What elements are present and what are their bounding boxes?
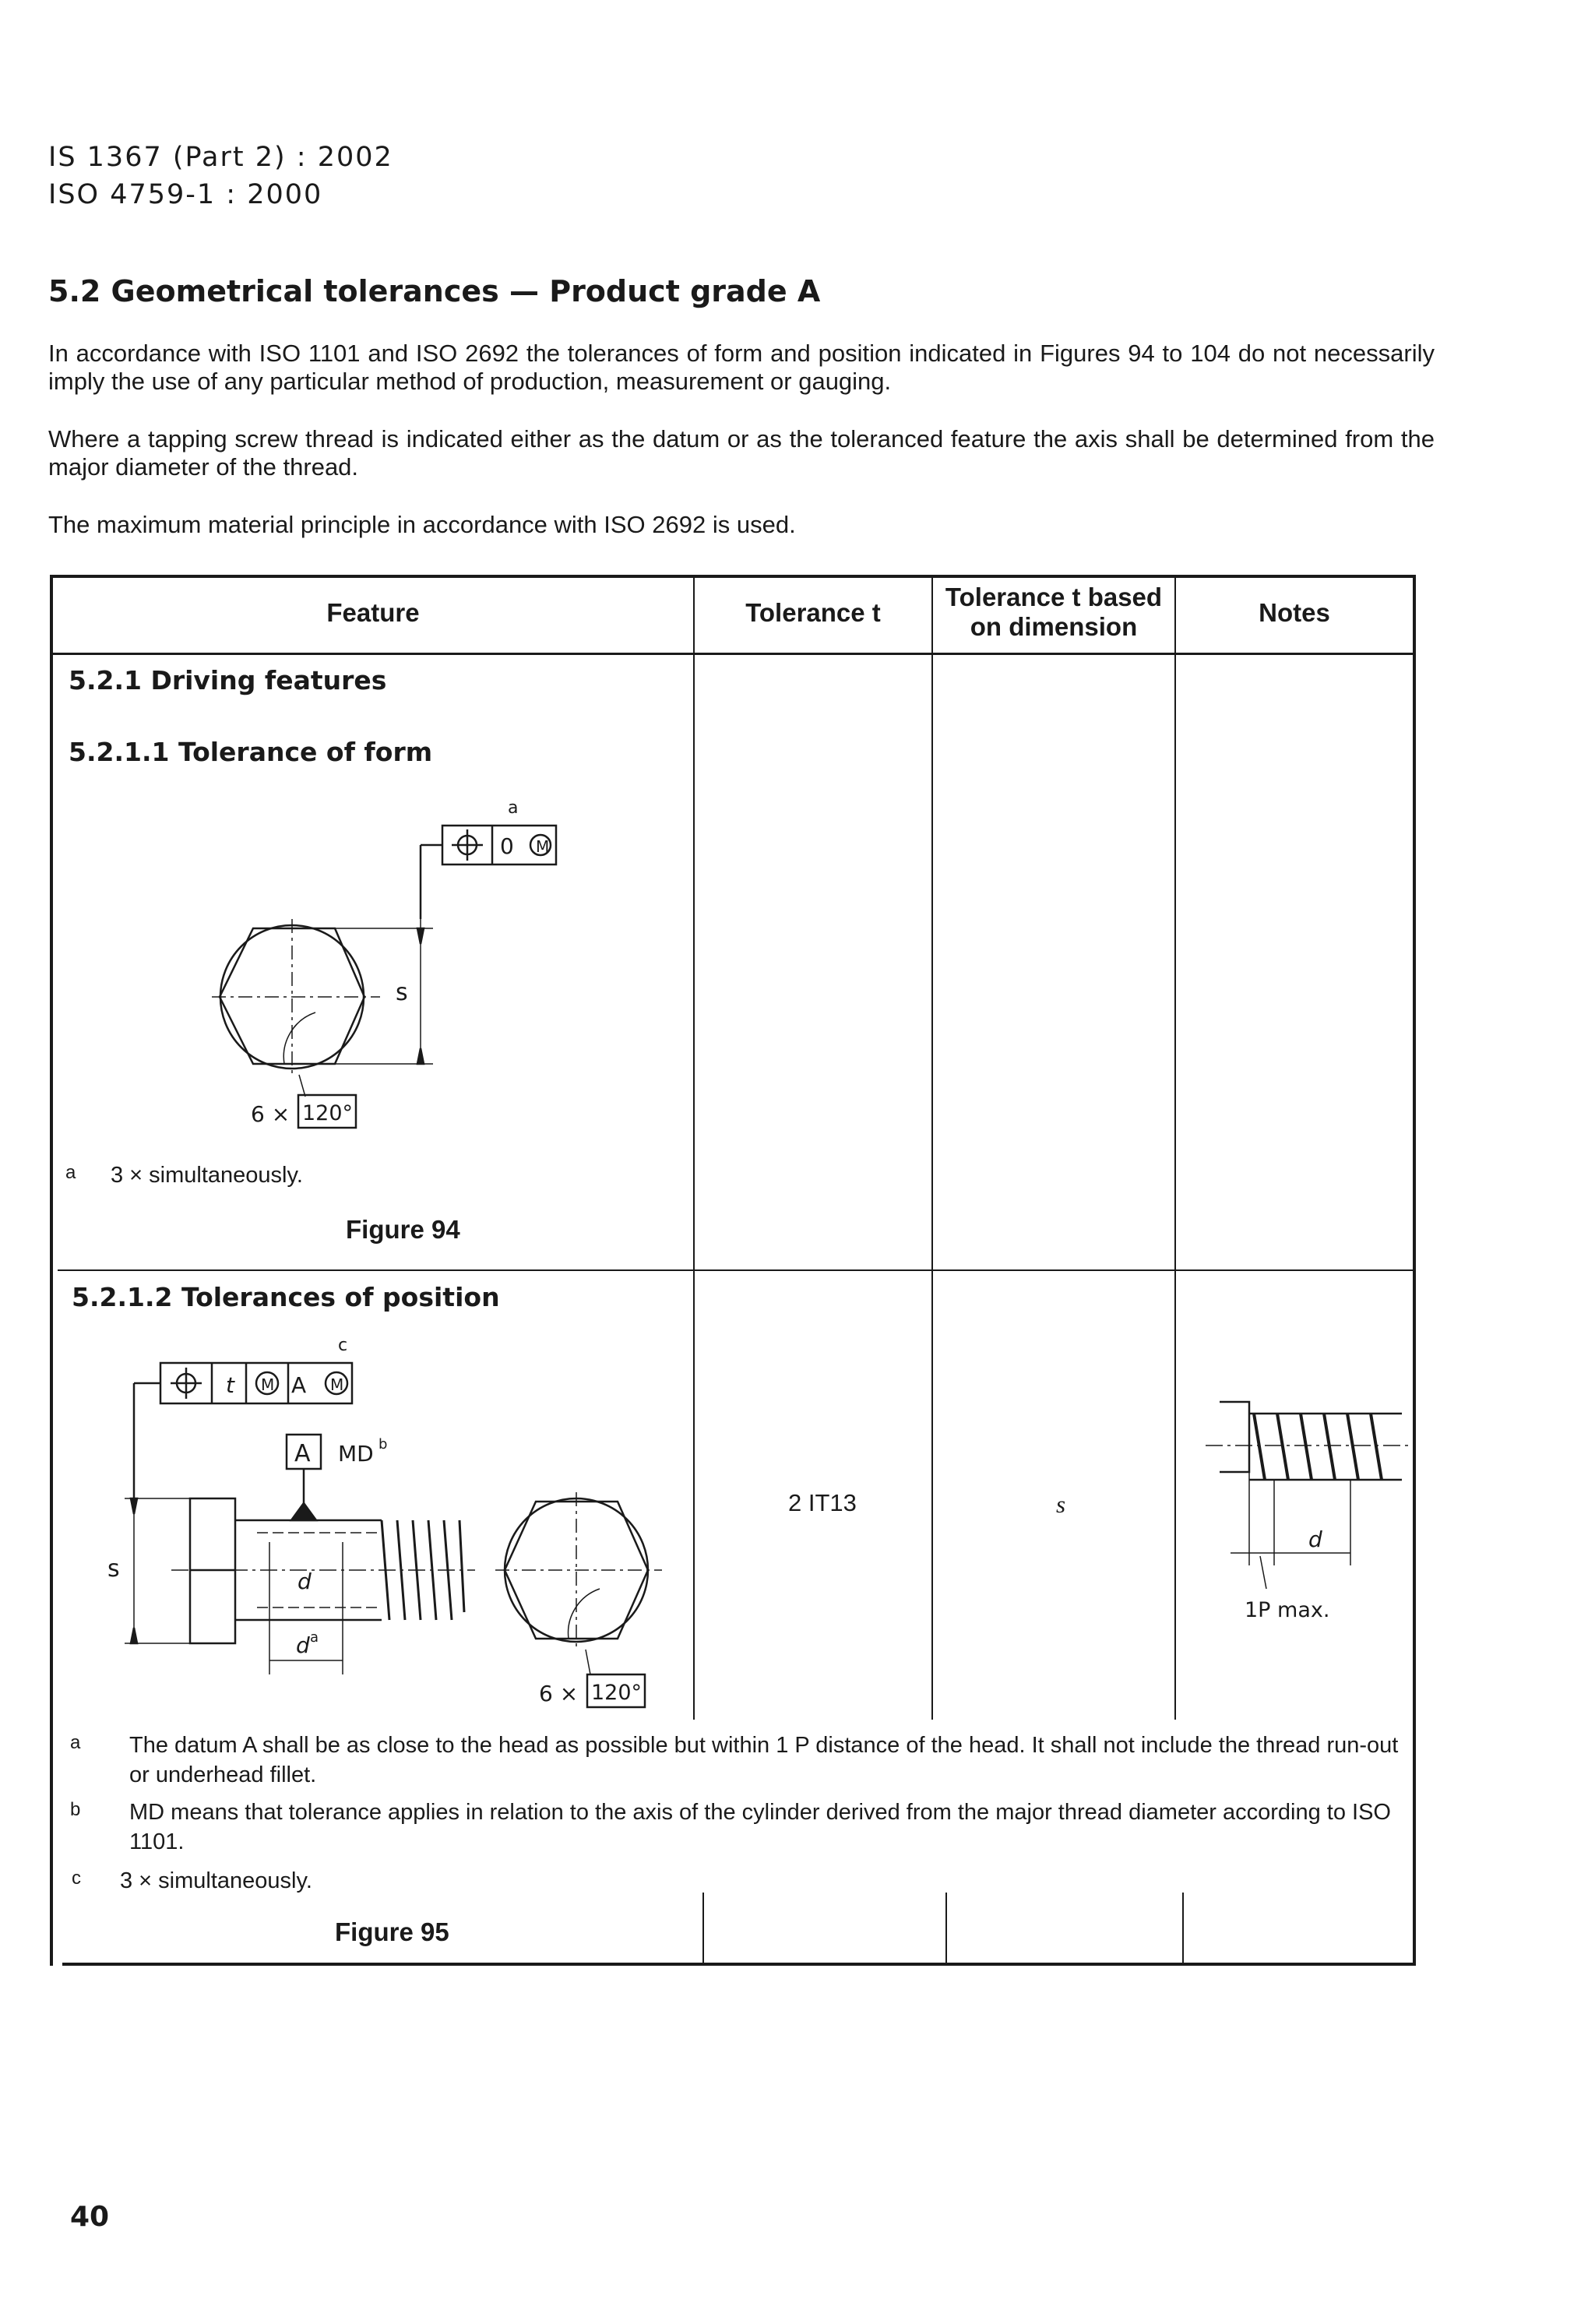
angle-count-fig95: 6 × (539, 1681, 579, 1706)
frame-value: 0 (500, 833, 514, 859)
frame-t: t (226, 1372, 234, 1398)
frame-datum: A (291, 1372, 307, 1398)
svg-text:M: M (261, 1375, 275, 1394)
standard-number: IS 1367 (Part 2) : 2002 (48, 142, 393, 173)
subsection-driving-features: 5.2.1 Driving features (69, 665, 387, 695)
header-tolerance: Tolerance t (745, 598, 881, 627)
subsection-tolerance-of-form: 5.2.1.1 Tolerance of form (69, 737, 433, 767)
notes-1p-max: 1P max. (1245, 1598, 1330, 1622)
fn95-c-text: 3 × simultaneously. (120, 1868, 312, 1893)
fn95-c-label: c (72, 1868, 81, 1889)
notes-d: d (1308, 1526, 1322, 1552)
dim-d-superscript: a (310, 1629, 319, 1646)
angle-fig94: 120° (302, 1101, 354, 1125)
fn94-a-label: a (65, 1162, 76, 1183)
datum-letter: A (294, 1440, 311, 1467)
figure-94-caption: Figure 94 (346, 1215, 460, 1244)
svg-text:M: M (330, 1375, 344, 1394)
fig94-superscript: a (508, 798, 519, 818)
angle-count-fig94: 6 × (251, 1101, 290, 1127)
header-feature: Feature (326, 598, 420, 627)
tolerance-value: 2 IT13 (788, 1489, 857, 1516)
paragraph-3: The maximum material principle in accordance with ISO 2692 is used. (48, 511, 796, 538)
iso-number: ISO 4759-1 : 2000 (48, 179, 323, 210)
md-label: MD (338, 1441, 374, 1467)
svg-text:M: M (536, 837, 550, 856)
tolerance-based-on: s (1056, 1491, 1066, 1518)
dim-s-fig94: s (396, 979, 408, 1006)
dim-d-inner: d (298, 1569, 312, 1594)
fn94-a-text: 3 × simultaneously. (111, 1163, 303, 1188)
figure-95-caption: Figure 95 (335, 1917, 449, 1946)
notes-screw-head (1220, 1402, 1249, 1472)
section-title: 5.2 Geometrical tolerances — Product grade A (48, 274, 821, 308)
paragraph-1: In accordance with ISO 1101 and ISO 2692 the tolerances of form and position indicated in Figures 94 to 104 do not necessarily imply the use of any particular method of production, measurement or gauging. (48, 340, 1435, 395)
fn95-a-text: The datum A shall be as close to the head as possible but within 1 P distance of the head. It shall not include the thread run-out or underhead fillet. (129, 1733, 1399, 1787)
subsection-tolerances-of-position: 5.2.1.2 Tolerances of position (72, 1282, 500, 1312)
dim-d-fig95: d (296, 1632, 310, 1658)
header-tolerance-based: Tolerance t based on dimension (945, 583, 1163, 641)
dim-s-fig95: s (107, 1555, 120, 1583)
angle-fig95: 120° (591, 1681, 643, 1705)
fn95-a-label: a (70, 1732, 81, 1753)
paragraph-2: Where a tapping screw thread is indicated either as the datum or as the toleranced feature the axis shall be determined from the major diameter of the thread. (48, 425, 1435, 481)
fn95-b-text: MD means that tolerance applies in relation to the axis of the cylinder derived from the major thread diameter according to ISO 1101. (129, 1800, 1391, 1854)
page-number: 40 (70, 2201, 110, 2233)
fig95-superscript: c (338, 1336, 348, 1355)
fn95-b-label: b (70, 1799, 81, 1820)
header-notes: Notes (1259, 598, 1330, 627)
md-superscript: b (379, 1436, 388, 1452)
